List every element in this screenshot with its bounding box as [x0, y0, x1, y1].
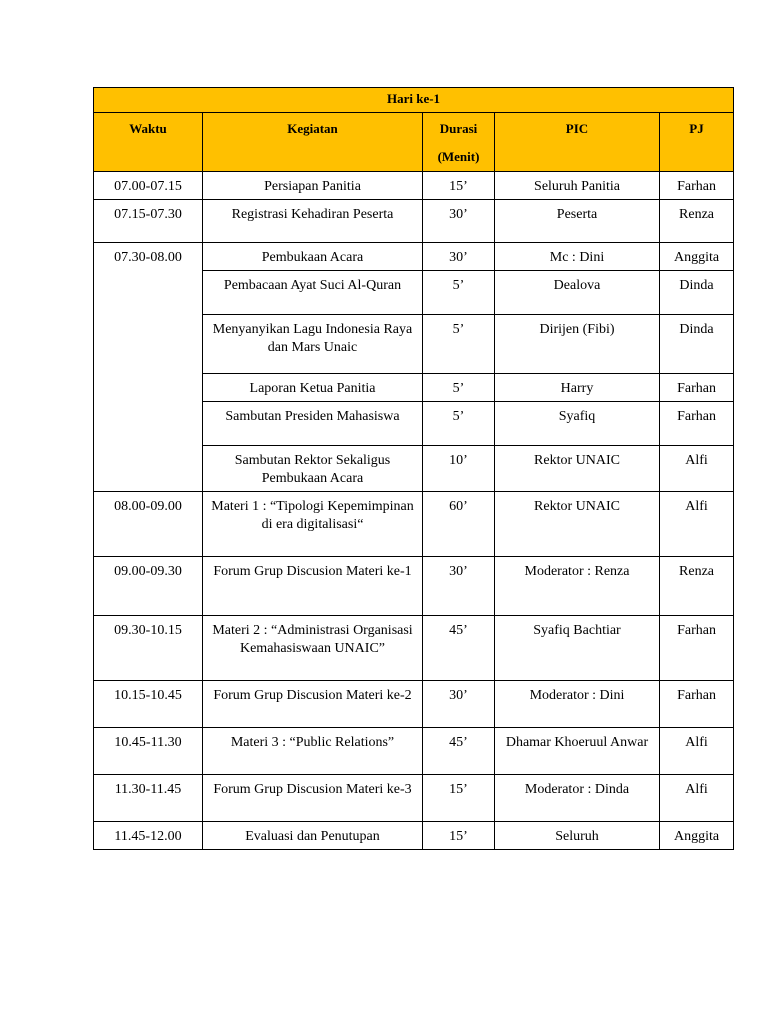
cell-kegiatan: Forum Grup Discusion Materi ke-3 [203, 775, 423, 822]
cell-pj: Dinda [660, 271, 734, 315]
cell-waktu: 07.30-08.00 [94, 243, 203, 492]
cell-pj: Farhan [660, 374, 734, 402]
cell-durasi: 10’ [423, 446, 495, 492]
header-row [94, 113, 734, 172]
cell-durasi: 5’ [423, 374, 495, 402]
header-durasi [423, 113, 495, 172]
cell-kegiatan: Pembukaan Acara [203, 243, 423, 271]
cell-pic: Syafiq [495, 402, 660, 446]
title-row [94, 88, 734, 113]
cell-kegiatan: Persiapan Panitia [203, 172, 423, 200]
cell-durasi: 15’ [423, 172, 495, 200]
schedule-table [93, 87, 734, 850]
cell-pic: Harry [495, 374, 660, 402]
cell-pic: Seluruh Panitia [495, 172, 660, 200]
cell-pj: Farhan [660, 402, 734, 446]
cell-waktu: 08.00-09.00 [94, 492, 203, 557]
table-row [94, 172, 734, 200]
header-pic: PIC [495, 113, 660, 172]
cell-durasi: 15’ [423, 822, 495, 850]
cell-durasi: 5’ [423, 402, 495, 446]
cell-waktu: 07.00-07.15 [94, 172, 203, 200]
cell-pj: Dinda [660, 315, 734, 374]
cell-waktu: 11.30-11.45 [94, 775, 203, 822]
table-row [94, 822, 734, 850]
cell-pj: Renza [660, 557, 734, 616]
header-durasi-line2: (Menit) [437, 149, 480, 164]
cell-kegiatan: Registrasi Kehadiran Peserta [203, 200, 423, 243]
cell-pic: Syafiq Bachtiar [495, 616, 660, 681]
cell-pic: Dealova [495, 271, 660, 315]
cell-pic: Moderator : Renza [495, 557, 660, 616]
cell-pic: Rektor UNAIC [495, 446, 660, 492]
cell-durasi: 60’ [423, 492, 495, 557]
table-title: Hari ke-1 [94, 88, 734, 113]
cell-waktu: 09.30-10.15 [94, 616, 203, 681]
table-row [94, 557, 734, 616]
cell-kegiatan: Menyanyikan Lagu Indonesia Raya dan Mars Unaic [203, 315, 423, 374]
cell-pj: Alfi [660, 446, 734, 492]
cell-kegiatan: Forum Grup Discusion Materi ke-1 [203, 557, 423, 616]
cell-waktu: 11.45-12.00 [94, 822, 203, 850]
cell-durasi: 30’ [423, 557, 495, 616]
cell-pic: Rektor UNAIC [495, 492, 660, 557]
header-kegiatan: Kegiatan [203, 113, 423, 172]
table-row [94, 728, 734, 775]
cell-durasi: 15’ [423, 775, 495, 822]
cell-kegiatan: Sambutan Presiden Mahasiswa [203, 402, 423, 446]
cell-kegiatan: Forum Grup Discusion Materi ke-2 [203, 681, 423, 728]
cell-kegiatan: Pembacaan Ayat Suci Al-Quran [203, 271, 423, 315]
table-row [94, 200, 734, 243]
cell-durasi: 30’ [423, 243, 495, 271]
cell-pj: Farhan [660, 616, 734, 681]
cell-waktu: 10.45-11.30 [94, 728, 203, 775]
cell-durasi: 30’ [423, 681, 495, 728]
cell-durasi: 45’ [423, 728, 495, 775]
table-row [94, 243, 734, 271]
cell-durasi: 5’ [423, 315, 495, 374]
cell-pic: Moderator : Dini [495, 681, 660, 728]
header-pj: PJ [660, 113, 734, 172]
cell-pic: Mc : Dini [495, 243, 660, 271]
table-row [94, 492, 734, 557]
cell-pic: Seluruh [495, 822, 660, 850]
cell-pic: Dhamar Khoeruul Anwar [495, 728, 660, 775]
cell-kegiatan: Materi 2 : “Administrasi Organisasi Kemahasiswaan UNAIC” [203, 616, 423, 681]
cell-pj: Farhan [660, 172, 734, 200]
cell-waktu: 07.15-07.30 [94, 200, 203, 243]
table-row [94, 616, 734, 681]
cell-pic: Peserta [495, 200, 660, 243]
cell-pj: Alfi [660, 728, 734, 775]
cell-pj: Alfi [660, 492, 734, 557]
cell-kegiatan: Materi 3 : “Public Relations” [203, 728, 423, 775]
cell-kegiatan: Sambutan Rektor Sekaligus Pembukaan Acara [203, 446, 423, 492]
cell-kegiatan: Laporan Ketua Panitia [203, 374, 423, 402]
table-row [94, 775, 734, 822]
cell-pic: Dirijen (Fibi) [495, 315, 660, 374]
cell-waktu: 09.00-09.30 [94, 557, 203, 616]
cell-pj: Farhan [660, 681, 734, 728]
cell-durasi: 45’ [423, 616, 495, 681]
cell-durasi: 5’ [423, 271, 495, 315]
cell-waktu: 10.15-10.45 [94, 681, 203, 728]
cell-kegiatan: Evaluasi dan Penutupan [203, 822, 423, 850]
header-durasi-line1: Durasi [439, 121, 478, 136]
table-row [94, 681, 734, 728]
cell-pj: Anggita [660, 822, 734, 850]
cell-pj: Renza [660, 200, 734, 243]
cell-durasi: 30’ [423, 200, 495, 243]
cell-pj: Anggita [660, 243, 734, 271]
cell-pj: Alfi [660, 775, 734, 822]
cell-kegiatan: Materi 1 : “Tipologi Kepemimpinan di era digitalisasi“ [203, 492, 423, 557]
cell-pic: Moderator : Dinda [495, 775, 660, 822]
header-waktu: Waktu [94, 113, 203, 172]
